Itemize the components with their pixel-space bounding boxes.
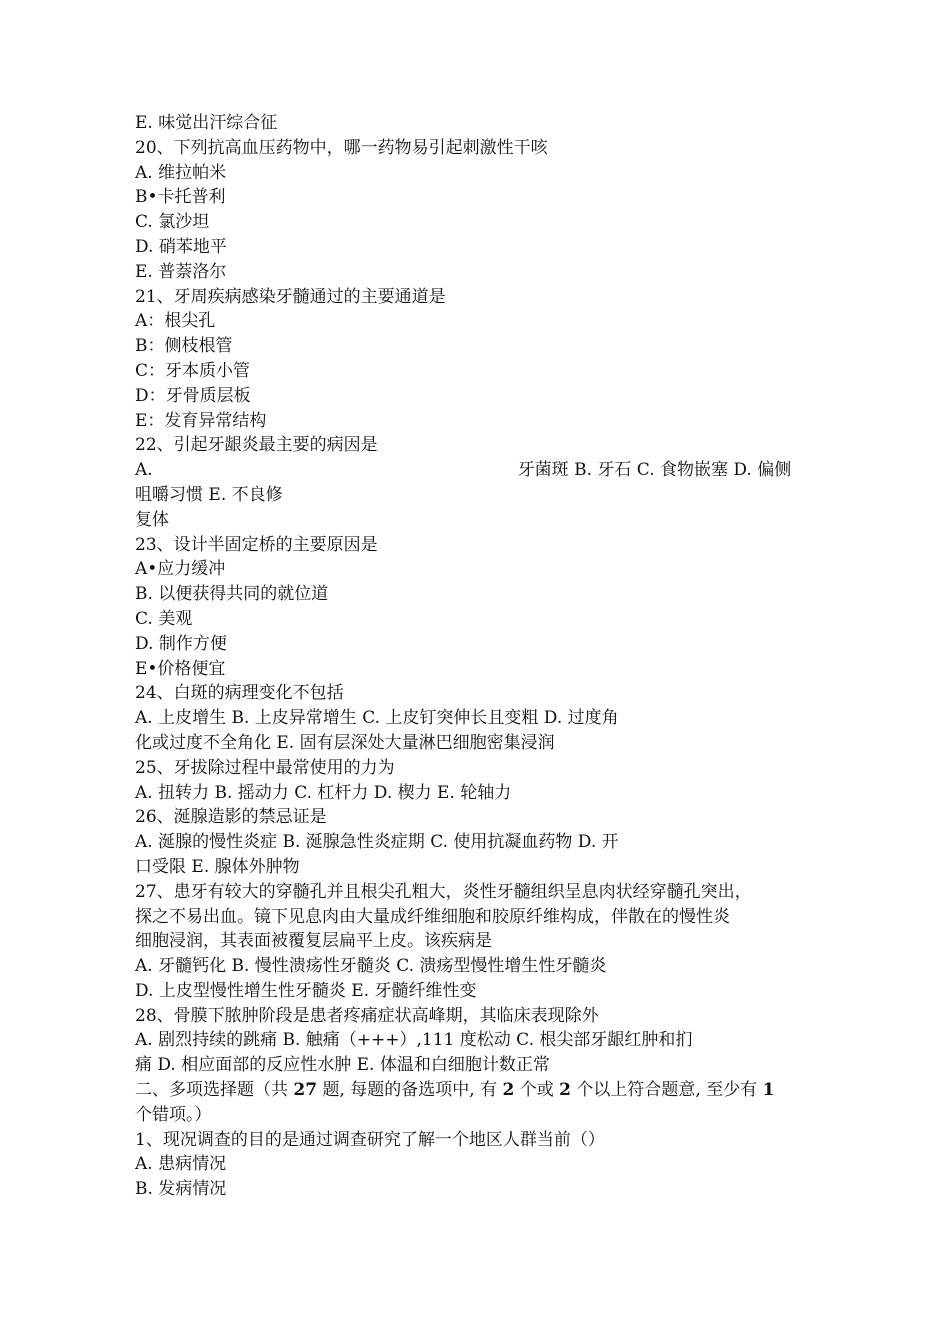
- question-27-line-1: 27、患牙有较大的穿髓孔并且根尖孔粗大，炎性牙髓组织呈息肉状经穿髓孔突出，: [135, 881, 752, 902]
- option-21c: C：牙本质小管: [135, 360, 251, 381]
- option-23e: E•价格便宜: [135, 658, 226, 679]
- option-20e: E. 普萘洛尔: [135, 261, 227, 282]
- question-23: 23、设计半固定桥的主要原因是: [135, 534, 378, 555]
- multi-option-1b: B. 发病情况: [135, 1179, 227, 1200]
- question-22: 22、引起牙龈炎最主要的病因是: [135, 435, 378, 456]
- option-20a: A. 维拉帕米: [135, 162, 227, 183]
- option-21e: E：发育异常结构: [135, 410, 267, 431]
- option-23a: A•应力缓冲: [135, 559, 226, 580]
- multi-option-1a: A. 患病情况: [135, 1154, 227, 1175]
- options-24-line-1: A. 上皮增生 B. 上皮异常增生 C. 上皮钉突伸长且变粗 D. 过度角: [135, 708, 619, 729]
- options-28-line-1: A. 剧烈持续的跳痛 B. 触痛（+++）,111 度松动 C. 根尖部牙龈红肿和扪: [135, 1030, 693, 1051]
- options-22-line-1: [135, 458, 825, 483]
- question-25: 25、牙拔除过程中最常使用的力为: [135, 757, 395, 778]
- options-24-line-2: 化或过度不全角化 E. 固有层深处大量淋巴细胞密集浸润: [135, 732, 555, 753]
- options-22-line-3: 复体: [135, 509, 169, 530]
- options-26-line-1: A. 涎腺的慢性炎症 B. 涎腺急性炎症期 C. 使用抗凝血药物 D. 开: [135, 832, 619, 853]
- options-25: A. 扭转力 B. 摇动力 C. 杠杆力 D. 楔力 E. 轮轴力: [135, 782, 512, 803]
- multi-question-1: 1、现况调查的目的是通过调查研究了解一个地区人群当前（）: [135, 1129, 605, 1150]
- options-27-line-1: A. 牙髓钙化 B. 慢性溃疡性牙髓炎 C. 溃疡型慢性增生性牙髓炎: [135, 956, 607, 977]
- exam-question-text: [135, 111, 825, 1202]
- section-heading-line-1: 二、多项选择题（共 27 题, 每题的备选项中, 有 2 个或 2 个以上符合题意, 至少有 1: [135, 1080, 775, 1101]
- question-28: 28、骨膜下脓肿阶段是患者疼痛症状高峰期，其临床表现除外: [135, 1005, 599, 1026]
- options-22-line-2: 咀嚼习惯 E. 不良修: [135, 484, 283, 505]
- option-20b: B•卡托普利: [135, 187, 226, 208]
- option-20c: C. 氯沙坦: [135, 212, 210, 233]
- option-23d: D. 制作方便: [135, 633, 227, 654]
- question-count: 27: [293, 1080, 318, 1101]
- option-21a: A：根尖孔: [135, 311, 216, 332]
- option-22a-label: A.: [135, 460, 153, 481]
- question-27-line-2: 探之不易出血。镜下见息肉由大量成纤维细胞和胶原纤维构成，伴散在的慢性炎: [135, 906, 730, 927]
- option-21b: B：侧枝根管: [135, 336, 233, 357]
- question-26: 26、涎腺造影的禁忌证是: [135, 807, 327, 828]
- options-28-line-2: 痛 D. 相应面部的反应性水肿 E. 体温和白细胞计数正常: [135, 1055, 550, 1076]
- option-19e: E. 味觉出汗综合征: [135, 113, 278, 133]
- options-26-line-2: 口受限 E. 腺体外肿物: [135, 856, 300, 877]
- options-22-text: 牙菌斑 B. 牙石 C. 食物嵌塞 D. 偏侧: [517, 460, 792, 481]
- question-21: 21、牙周疾病感染牙髓通过的主要通道是: [135, 286, 446, 307]
- option-23b: B. 以便获得共同的就位道: [135, 584, 329, 605]
- section-heading-line-2: 个错项。）: [135, 1104, 212, 1125]
- option-20d: D. 硝苯地平: [135, 236, 227, 257]
- question-27-line-3: 细胞浸润，其表面被覆复层扁平上皮。该疾病是: [135, 931, 492, 952]
- options-27-line-2: D. 上皮型慢性增生性牙髓炎 E. 牙髓纤维性变: [135, 980, 477, 1001]
- question-24: 24、白斑的病理变化不包括: [135, 683, 344, 704]
- option-23c: C. 美观: [135, 608, 193, 629]
- option-21d: D：牙骨质层板: [135, 385, 251, 406]
- question-20: 20、下列抗高血压药物中，哪一药物易引起刺激性干咳: [135, 137, 548, 158]
